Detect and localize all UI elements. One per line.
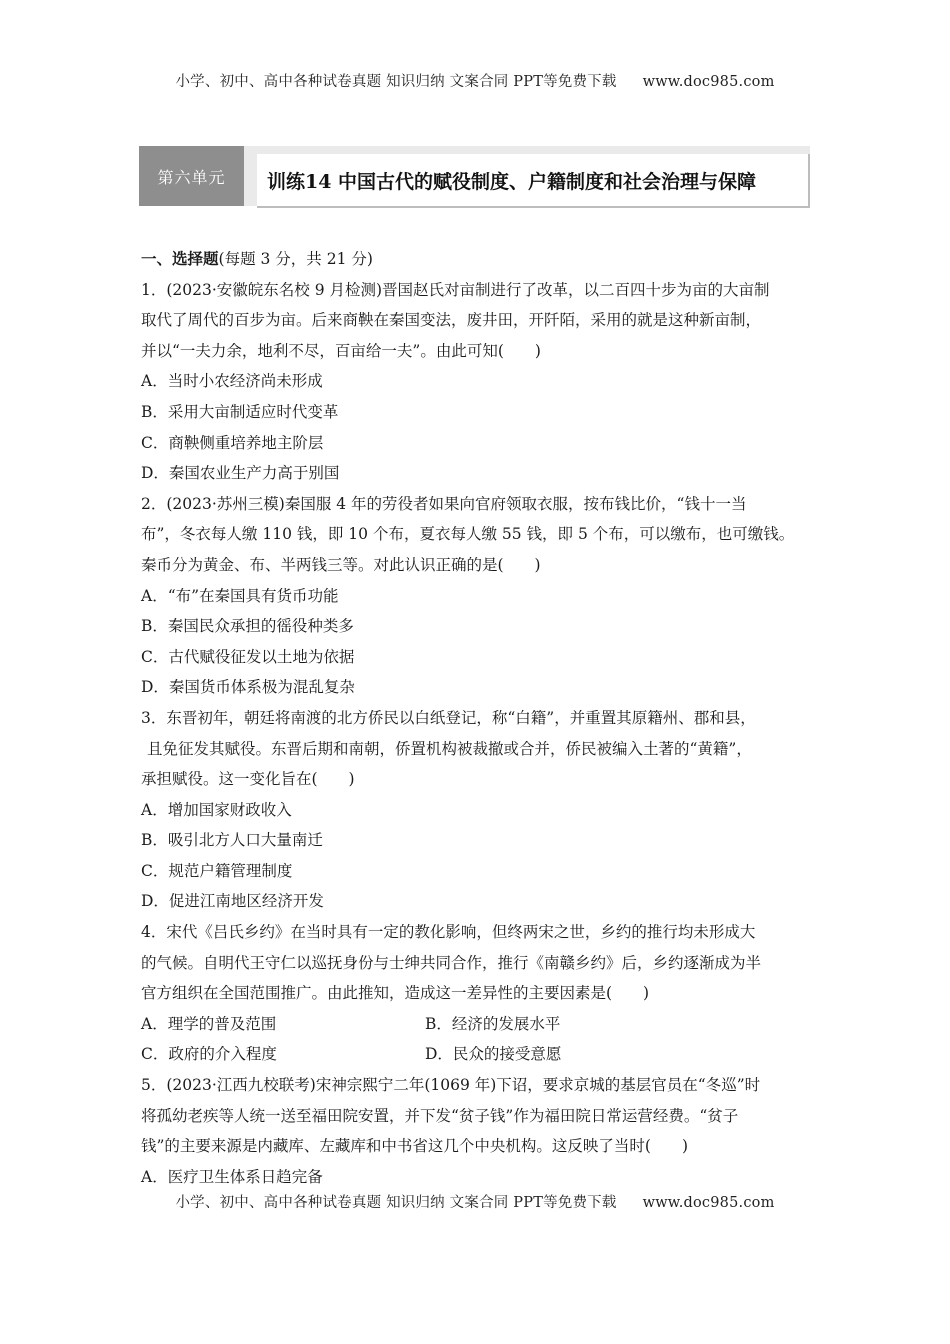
question-3 bbox=[141, 703, 831, 917]
question-stem-line: 取代了周代的百步为亩。后来商鞅在秦国变法，废井田，开阡陌，采用的就是这种新亩制， bbox=[141, 311, 762, 330]
footer-watermark-text: 小学、初中、高中各种试卷真题 知识归纳 文案合同 PPT等免费下载 bbox=[175, 1195, 617, 1211]
option-b[interactable]: B．秦国民众承担的徭役种类多 bbox=[141, 617, 354, 636]
option-d[interactable]: D．秦国货币体系极为混乱复杂 bbox=[141, 678, 355, 697]
option-a[interactable]: A．理学的普及范围 bbox=[141, 1014, 277, 1033]
option-c[interactable]: C．古代赋役征发以土地为依据 bbox=[141, 647, 355, 666]
question-stem-line: 3．东晋初年，朝廷将南渡的北方侨民以白纸登记，称“白籍”，并重置其原籍州、郡和县， bbox=[141, 708, 756, 727]
option-c[interactable]: C．规范户籍管理制度 bbox=[141, 861, 293, 880]
header-watermark bbox=[0, 70, 950, 91]
question-stem-line: 布”，冬衣每人缴 110 钱，即 10 个布，夏衣每人缴 55 钱，即 5 个布，可以缴布，也可缴钱。 bbox=[141, 525, 795, 544]
question-stem-line: 4．宋代《吕氏乡约》在当时具有一定的教化影响，但终两宋之世，乡约的推行均未形成大 bbox=[141, 923, 756, 942]
question-5 bbox=[141, 1070, 831, 1192]
option-a[interactable]: A．医疗卫生体系日趋完备 bbox=[141, 1167, 323, 1186]
section-heading-label: 一、选择题 bbox=[141, 249, 219, 268]
question-stem-line: 1．(2023·安徽皖东名校 9 月检测)晋国赵氏对亩制进行了改革，以二百四十步为亩的大亩制 bbox=[141, 280, 770, 299]
option-c[interactable]: C．商鞅侧重培养地主阶层 bbox=[141, 433, 324, 452]
question-stem-line: 官方组织在全国范围推广。由此推知，造成这一差异性的主要因素是( ) bbox=[141, 984, 650, 1003]
section-heading bbox=[141, 244, 831, 275]
question-stem-line: 承担赋役。这一变化旨在( ) bbox=[141, 770, 355, 789]
footer-watermark bbox=[0, 1191, 950, 1212]
option-a[interactable]: A．“布”在秦国具有货币功能 bbox=[141, 586, 339, 605]
unit-banner bbox=[139, 146, 810, 212]
option-a[interactable]: A．当时小农经济尚未形成 bbox=[141, 372, 323, 391]
training-title-box bbox=[257, 154, 810, 208]
option-b[interactable]: B．采用大亩制适应时代变革 bbox=[141, 402, 339, 421]
question-4 bbox=[141, 917, 831, 1070]
option-d[interactable]: D．民众的接受意愿 bbox=[425, 1045, 562, 1064]
header-watermark-site: www.doc985.com bbox=[642, 74, 775, 90]
question-stem-line: 将孤幼老疾等人统一送至福田院安置，并下发“贫子钱”作为福田院日常运营经费。“贫子 bbox=[141, 1106, 739, 1125]
question-stem-line: 2．(2023·苏州三模)秦国服 4 年的劳役者如果向官府领取衣服，按布钱比价，“钱十一当 bbox=[141, 494, 747, 513]
question-content bbox=[141, 244, 831, 1192]
header-watermark-text: 小学、初中、高中各种试卷真题 知识归纳 文案合同 PPT等免费下载 bbox=[175, 74, 617, 90]
question-stem-line: 秦币分为黄金、布、半两钱三等。对此认识正确的是( ) bbox=[141, 555, 541, 574]
section-heading-note: (每题 3 分，共 21 分) bbox=[218, 250, 373, 268]
unit-label: 第六单元 bbox=[139, 146, 244, 206]
question-1 bbox=[141, 275, 831, 489]
option-b[interactable]: B．吸引北方人口大量南迁 bbox=[141, 831, 323, 850]
footer-watermark-site: www.doc985.com bbox=[642, 1195, 775, 1211]
training-title: 训练14 中国古代的赋役制度、户籍制度和社会治理与保障 bbox=[267, 170, 757, 193]
question-stem-line: 并以“一夫力余，地利不尽，百亩给一夫”。由此可知( ) bbox=[141, 341, 541, 360]
option-a[interactable]: A．增加国家财政收入 bbox=[141, 800, 292, 819]
option-d[interactable]: D．秦国农业生产力高于别国 bbox=[141, 464, 340, 483]
question-stem-line: 且免征发其赋役。东晋后期和南朝，侨置机构被裁撤或合并，侨民被编入土著的“黄籍”， bbox=[147, 739, 752, 758]
question-stem-line: 的气候。自明代王守仁以巡抚身份与士绅共同合作，推行《南赣乡约》后，乡约逐渐成为半 bbox=[141, 953, 762, 972]
option-b[interactable]: B．经济的发展水平 bbox=[425, 1014, 561, 1033]
question-2 bbox=[141, 489, 831, 703]
option-row bbox=[141, 1039, 831, 1070]
option-c[interactable]: C．政府的介入程度 bbox=[141, 1045, 277, 1064]
question-stem-line: 5．(2023·江西九校联考)宋神宗熙宁二年(1069 年)下诏，要求京城的基层官员在“冬巡”时 bbox=[141, 1076, 761, 1095]
option-row bbox=[141, 1009, 831, 1040]
question-stem-line: 钱”的主要来源是内藏库、左藏库和中书省这几个中央机构。这反映了当时( ) bbox=[141, 1137, 689, 1156]
option-d[interactable]: D．促进江南地区经济开发 bbox=[141, 892, 324, 911]
